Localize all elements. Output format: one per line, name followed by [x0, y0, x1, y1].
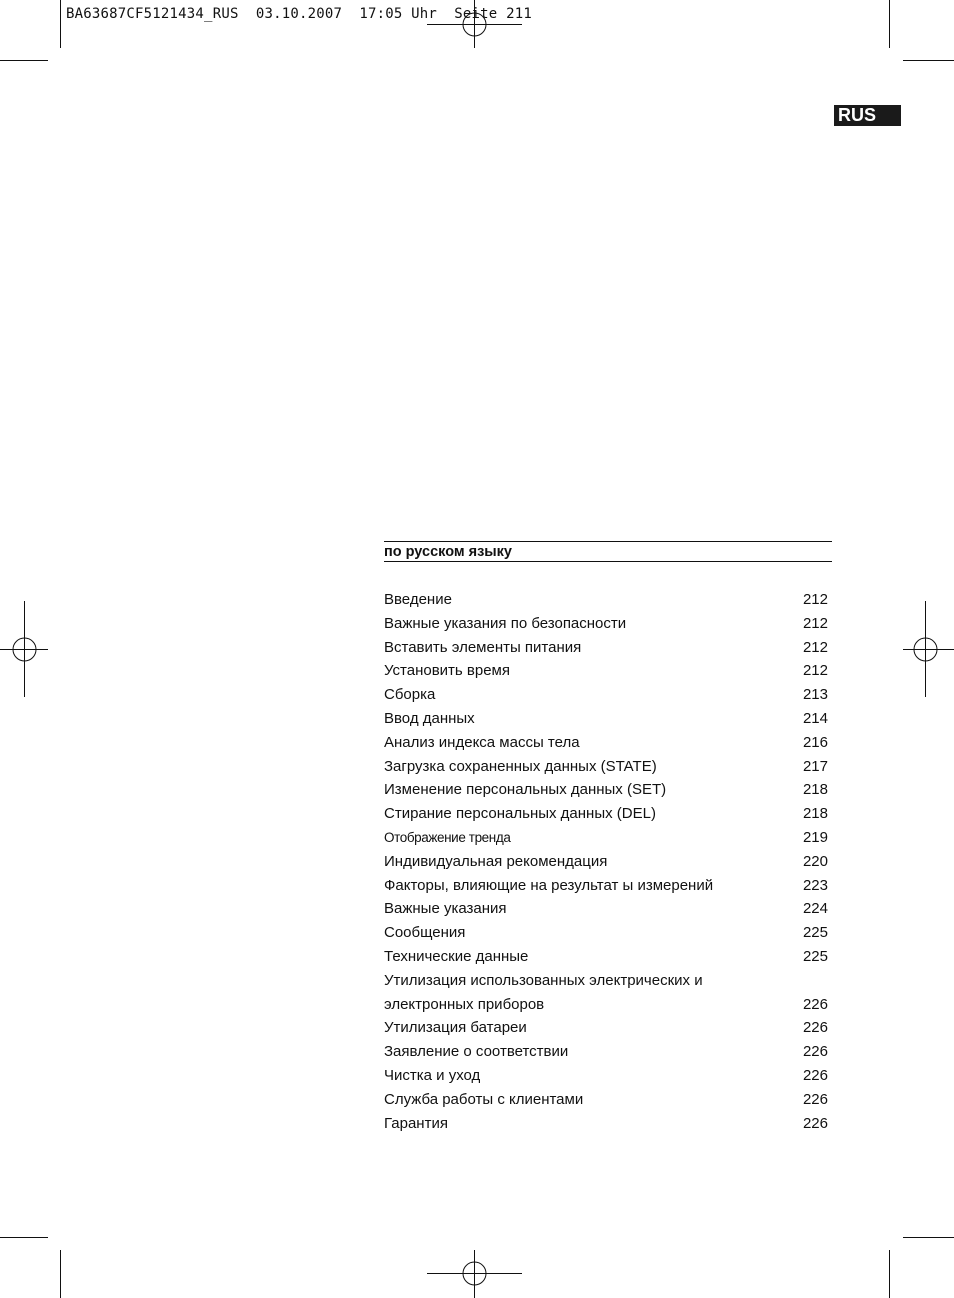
- toc-entry-title: Служба работы с клиентами: [384, 1090, 584, 1108]
- toc-entry[interactable]: [384, 707, 832, 731]
- toc-entry-page-number: 226: [802, 1090, 828, 1108]
- toc-entry-page-number: 212: [802, 614, 828, 632]
- toc-entry-title: Утилизация использованных электрических и: [384, 971, 703, 989]
- toc-entry-title: Важные указания по безопасности: [384, 614, 627, 632]
- toc-entry-page-number: 225: [802, 924, 828, 942]
- toc-entry-page-number: 226: [802, 995, 828, 1013]
- toc-entry-page-number: 226: [802, 1043, 828, 1061]
- toc-entry-title: Изменение персональных данных (SET): [384, 781, 667, 799]
- toc-entry-page-number: 226: [802, 1019, 828, 1037]
- toc-entry-title: Чистка и уход: [384, 1066, 481, 1084]
- language-badge: RUS: [834, 105, 901, 126]
- toc-entry[interactable]: [384, 612, 832, 636]
- toc-entry[interactable]: [384, 1016, 832, 1040]
- toc-entry[interactable]: [384, 588, 832, 612]
- toc-entry-title: Сообщения: [384, 924, 466, 942]
- toc-entry[interactable]: [384, 921, 832, 945]
- toc-entry[interactable]: [384, 1088, 832, 1112]
- toc-entry-title: Вставить элементы питания: [384, 638, 582, 656]
- toc-entry-title: Введение: [384, 591, 452, 608]
- toc-entry-title: Ввод данных: [384, 709, 475, 727]
- toc-entry[interactable]: [384, 874, 832, 898]
- table-of-contents: [384, 541, 832, 1151]
- toc-entry[interactable]: [384, 802, 832, 826]
- toc-entry[interactable]: [384, 755, 832, 779]
- toc-entry-page-number: 218: [802, 781, 828, 799]
- toc-entry[interactable]: [384, 1064, 832, 1088]
- toc-entry-page-number: 212: [802, 638, 828, 656]
- toc-entry[interactable]: [384, 969, 832, 993]
- toc-entry[interactable]: [384, 636, 832, 660]
- toc-entry[interactable]: [384, 778, 832, 802]
- toc-entry-page-number: 216: [802, 733, 828, 751]
- toc-entry-page-number: 226: [802, 1114, 828, 1132]
- toc-entry[interactable]: [384, 897, 832, 921]
- toc-entry-page-number: 212: [802, 591, 828, 608]
- toc-entry-title: Индивидуальная рекомендация: [384, 852, 608, 870]
- toc-entry-title: Стирание персональных данных (DEL): [384, 805, 656, 823]
- toc-entry-title: Загрузка сохраненных данных (STATE): [384, 757, 657, 775]
- print-slug-line: BA63687CF5121434_RUS 03.10.2007 17:05 Uhr Seite 211: [66, 6, 532, 22]
- toc-entry-page-number: 213: [802, 686, 828, 704]
- toc-entry-page-number: 218: [802, 805, 828, 823]
- toc-entry[interactable]: [384, 945, 832, 969]
- registration-mark-left: [0, 601, 48, 697]
- toc-entry-page-number: 212: [802, 662, 828, 680]
- toc-entry-title: электронных приборов: [384, 995, 545, 1013]
- toc-entry[interactable]: [384, 683, 832, 707]
- toc-entry-page-number: 219: [802, 828, 828, 846]
- toc-entry-title: Факторы, влияющие на результат ы измерений: [384, 876, 714, 894]
- toc-entry-title: Анализ индекса массы тела: [384, 733, 580, 751]
- toc-entry-title: Утилизация батареи: [384, 1019, 527, 1037]
- toc-entry-title: Технические данные: [384, 947, 529, 965]
- toc-entry-page-number: 223: [802, 876, 828, 894]
- toc-entry-title: Отображение тренда: [384, 829, 511, 845]
- toc-entry-title: Гарантия: [384, 1114, 448, 1132]
- toc-entry-page-number: 214: [802, 709, 828, 727]
- toc-entry[interactable]: [384, 1112, 832, 1136]
- toc-entry-title: Заявление о соответствии: [384, 1043, 569, 1061]
- toc-list: [384, 588, 832, 1135]
- toc-entry[interactable]: [384, 659, 832, 683]
- toc-header: по русском языку: [384, 541, 832, 562]
- toc-entry-page-number: 224: [802, 900, 828, 918]
- toc-entry[interactable]: [384, 731, 832, 755]
- toc-entry-title: Установить время: [384, 662, 510, 680]
- toc-entry[interactable]: [384, 826, 832, 850]
- toc-entry-page-number: 217: [802, 757, 828, 775]
- toc-entry-page-number: 225: [802, 947, 828, 965]
- registration-mark-right: [903, 601, 954, 697]
- toc-entry-title: Сборка: [384, 686, 436, 704]
- toc-entry-title: Важные указания: [384, 900, 507, 918]
- toc-entry-page-number: 226: [802, 1066, 828, 1084]
- toc-entry[interactable]: [384, 1040, 832, 1064]
- toc-entry[interactable]: [384, 850, 832, 874]
- toc-entry-page-number: 220: [802, 852, 828, 870]
- registration-mark-bottom: [427, 1250, 522, 1298]
- toc-entry[interactable]: [384, 993, 832, 1017]
